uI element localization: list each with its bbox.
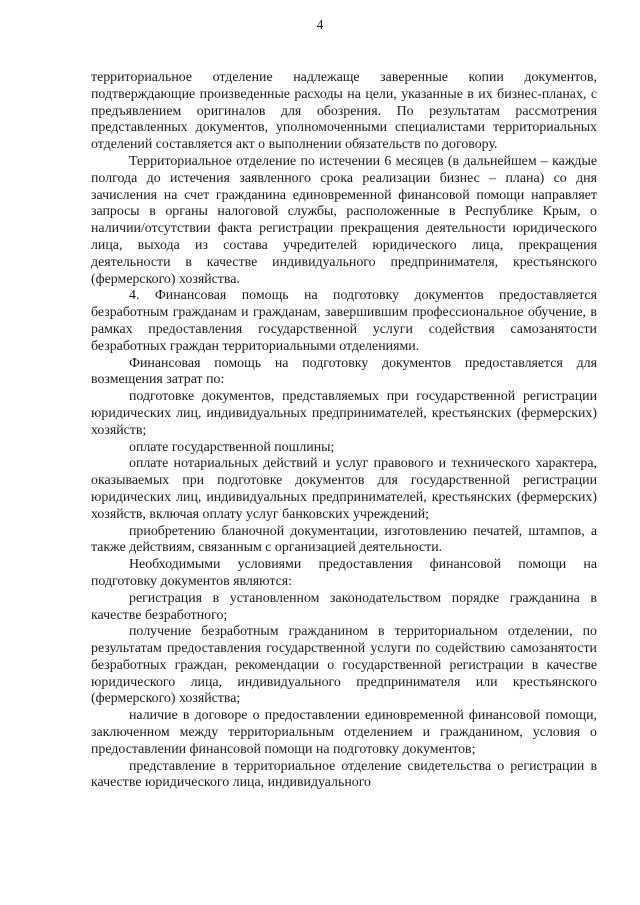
condition-certificate: представление в территориальное отделение свидетельства о регистрации в качестве юридического лица, индивидуального	[91, 758, 597, 791]
list-item-preparation: подготовке документов, представляемых при государственной регистрации юридических лиц, индивидуальных предпринимателей, крестьянских (фермерских) хозяйств;	[91, 389, 597, 438]
paragraph-continuation: территориальное отделение надлежаще заверенные копии документов, подтверждающие произведенные расходы на цели, указанные в их бизнес-планах, с предъявлением оригиналов для обозрения. По результатам рассмотрения представленных документов, уполномоченными специалистами территориальных отделений составляется акт о выполнении обязательств по договору.	[91, 70, 597, 153]
list-item-notary: оплате нотариальных действий и услуг правового и технического характера, оказываемых при подготовке документов для государственной регистрации юридических лиц, индивидуальных предпринимателей, крестьянских (фермерских) хозяйств, включая оплату услуг банковских учреждений;	[91, 456, 597, 522]
page-number: 4	[316, 17, 324, 32]
list-item-forms-seals: приобретению бланочной документации, изготовлению печатей, штампов, а также действиям, связанным с организацией деятельности.	[91, 523, 597, 556]
document-body	[91, 70, 597, 792]
paragraph-section-4: 4. Финансовая помощь на подготовку документов предоставляется безработным гражданам и гражданам, завершившим профессиональное обучение, в рамках предоставления государственной услуги содействия самозанятости безработных граждан территориальными отделениями.	[91, 288, 597, 354]
paragraph-expenses-intro: Финансовая помощь на подготовку документов предоставляется для возмещения затрат по:	[91, 355, 597, 388]
condition-registration: регистрация в установленном законодательством порядке гражданина в качестве безработного;	[91, 590, 597, 623]
paragraph-conditions-intro: Необходимыми условиями предоставления финансовой помощи на подготовку документов являются:	[91, 557, 597, 589]
paragraph-tax-requests: Территориальное отделение по истечении 6 месяцев (в дальнейшем – каждые полгода до истечения заявленного срока реализации бизнес – плана) со дня зачисления на счет гражданина единовременной финансовой помощи направляет запросы в органы налоговой службы, расположенные в Республике Крым, о наличии/отсутствии факта регистрации прекращения деятельности юридического лица, выхода из состава учредителей юридического лица, прекращения деятельности в качестве индивидуального предпринимателя, крестьянского (фермерского) хозяйства.	[91, 153, 597, 287]
list-item-state-fee: оплате государственной пошлины;	[129, 439, 335, 455]
condition-recommendation: получение безработным гражданином в территориальном отделении, по результатам предоставления государственной услуги по содействию самозанятости безработных граждан, рекомендации о государственной регистрации в качестве юридического лица, индивидуального предпринимателя или крестьянского (фермерского) хозяйства;	[91, 624, 597, 707]
condition-contract: наличие в договоре о предоставлении единовременной финансовой помощи, заключенном между территориальным отделением и гражданином, условия о предоставлении финансовой помощи на подготовку документов;	[91, 708, 597, 757]
